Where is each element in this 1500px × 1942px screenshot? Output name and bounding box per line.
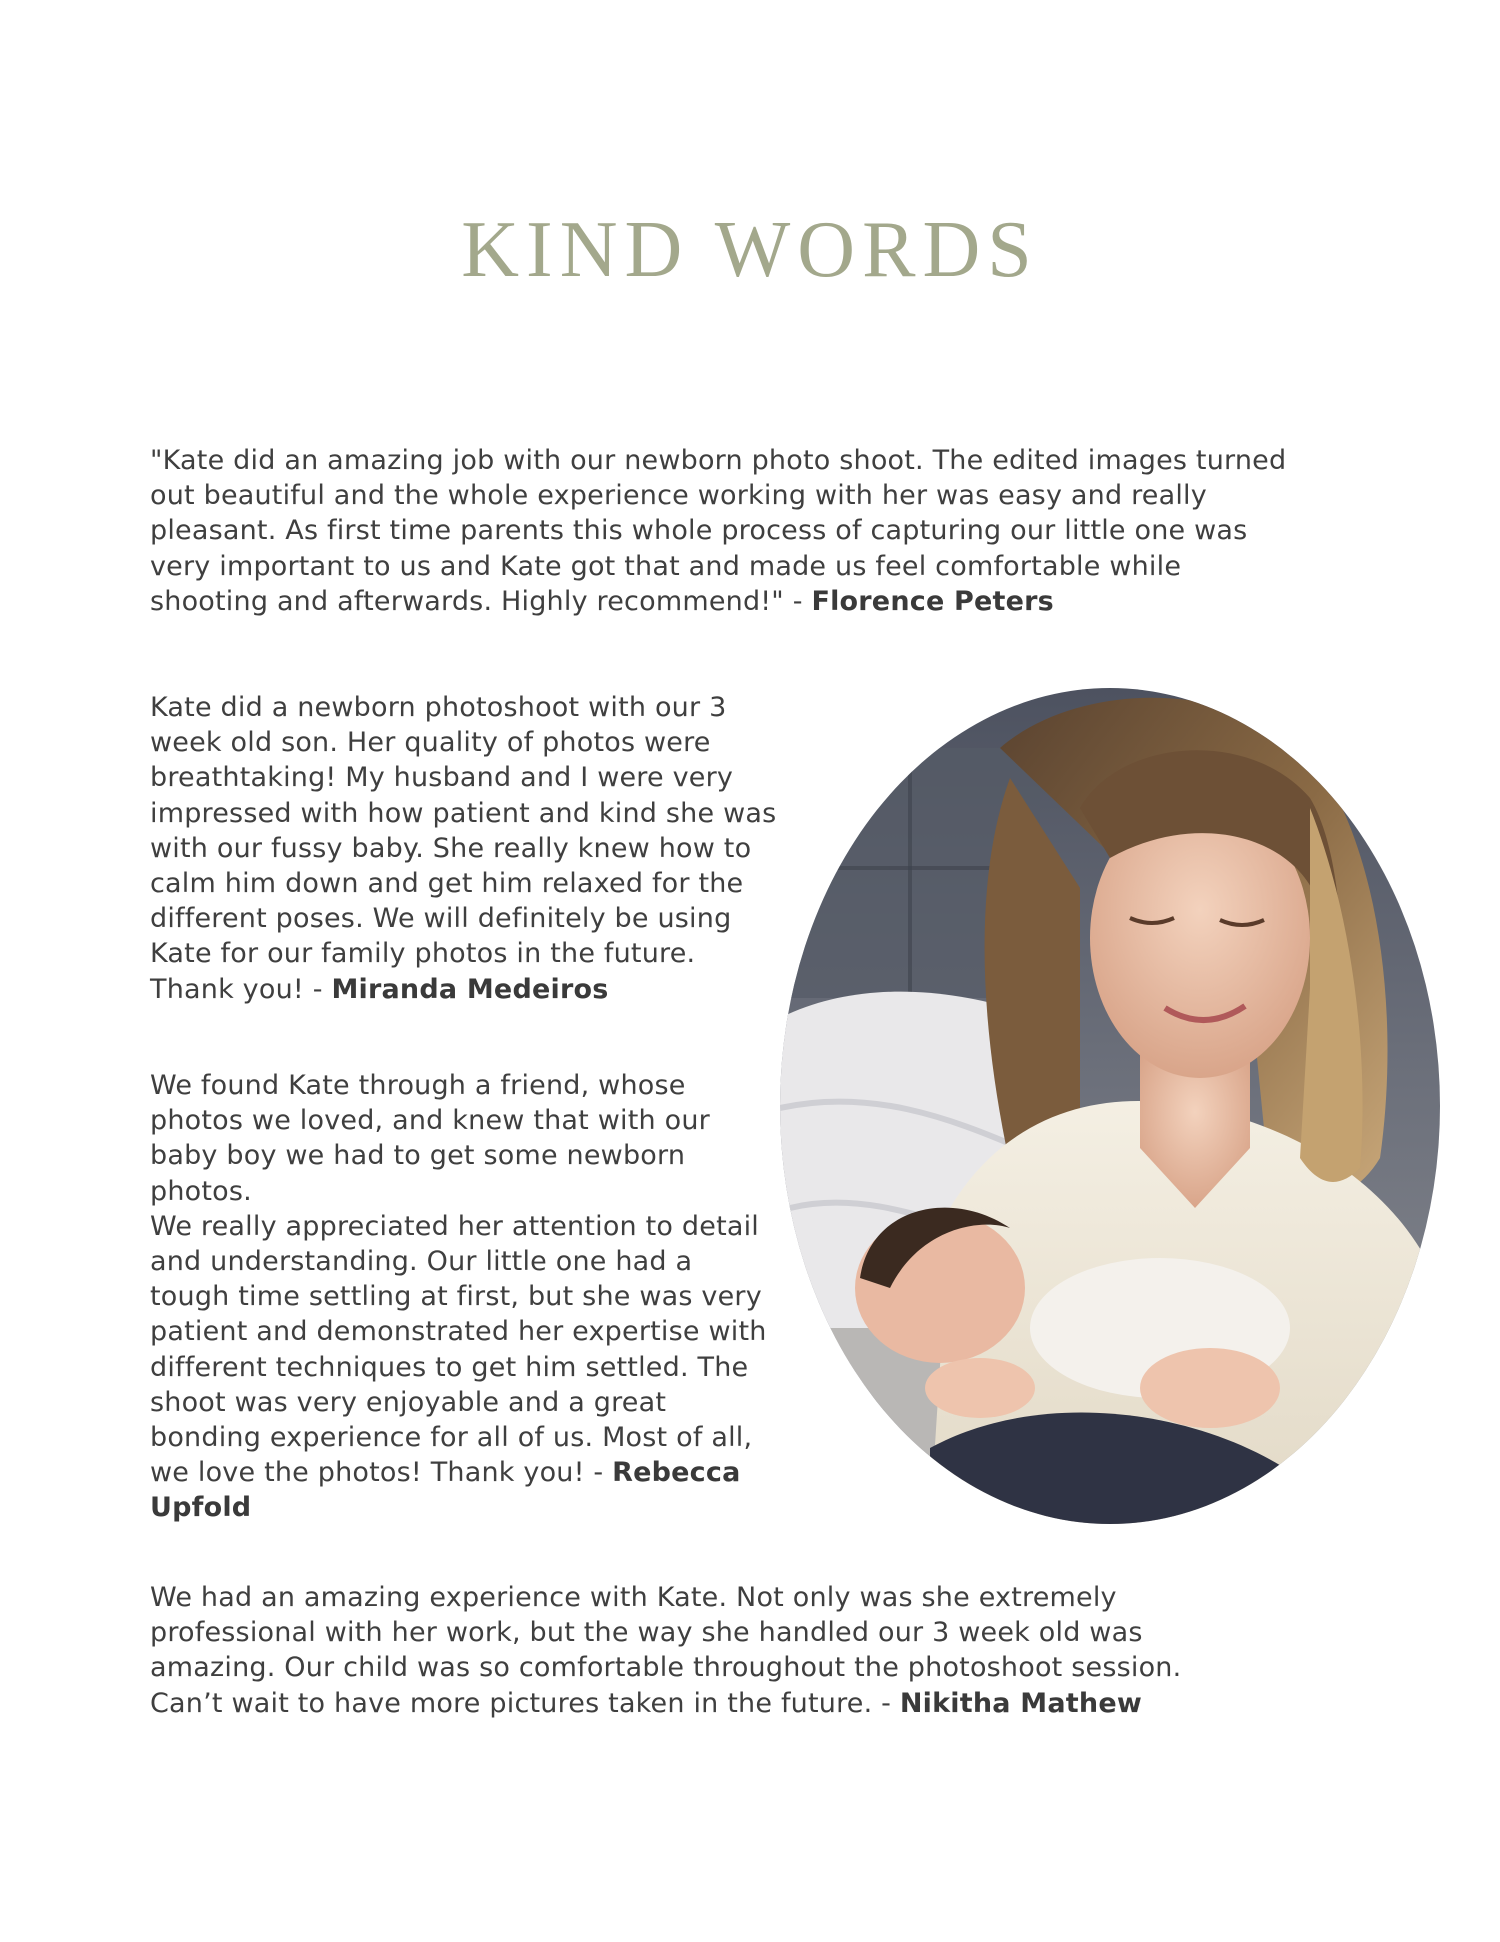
testimonial-quote: Kate did a newborn photoshoot with our 3 week old son. Her quality of photos were breathtaking! My husband and I were very impressed with how patient and kind she was with our fussy baby. She really knew how to calm him down and get him relaxed for the different poses. We will definitely be using Kate for our family photos in the future. Thank you! -: [150, 692, 777, 1005]
testimonial-nikitha: [150, 1580, 1250, 1721]
mother-and-newborn-photo: [780, 688, 1440, 1524]
page-title: KIND WORDS: [461, 206, 1039, 294]
testimonial-author: Rebecca Upfold: [150, 1457, 741, 1524]
testimonial-quote: We had an amazing experience with Kate. Not only was she extremely professional with her work, but the way she handled our 3 week old was amazing. Our child was so comfortable throughout the photoshoot session. Can’t wait to have more pictures taken in the future. -: [150, 1582, 1182, 1719]
testimonial-miranda: [150, 690, 780, 1007]
testimonial-author: Nikitha Mathew: [899, 1687, 1142, 1719]
testimonial-author: Miranda Medeiros: [331, 973, 609, 1005]
testimonial-florence: [150, 443, 1290, 619]
testimonial-rebecca: [150, 1068, 780, 1526]
testimonial-quote: We found Kate through a friend, whose photos we loved, and knew that with our baby boy we had to get some newborn photos.: [150, 1070, 710, 1207]
testimonial-author: Florence Peters: [811, 585, 1054, 617]
testimonial-quote: "Kate did an amazing job with our newborn photo shoot. The edited images turned out beautiful and the whole experience working with her was easy and really pleasant. As first time parents this whole process of capturing our little one was very important to us and Kate got that and made us feel comfortable while shooting and afterwards. Highly recommend!" -: [150, 445, 1287, 617]
testimonial-quote-continued: We really appreciated her attention to detail and understanding. Our little one had a tough time settling at first, but she was very patient and demonstrated her expertise with different techniques to get him settled. The shoot was very enjoyable and a great bonding experience for all of us. Most of all, we love the photos! Thank you! -: [150, 1210, 767, 1489]
